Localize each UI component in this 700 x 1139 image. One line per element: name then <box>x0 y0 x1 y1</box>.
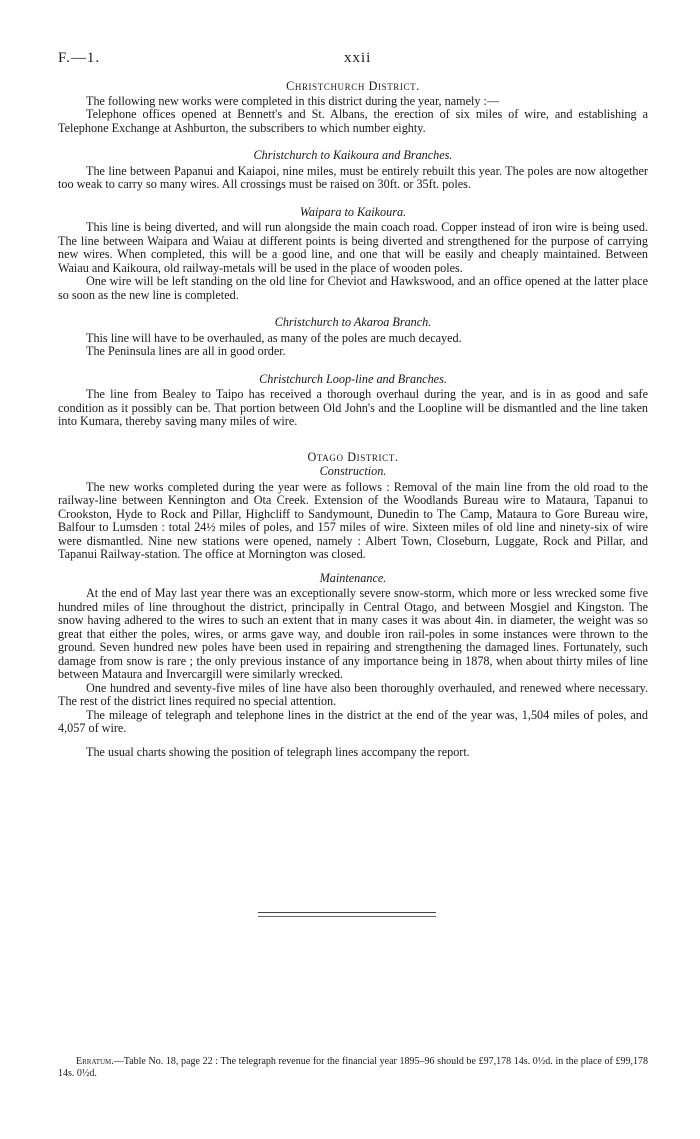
page-body <box>58 80 648 759</box>
christchurch-district-title: Christchurch District. <box>286 79 420 93</box>
section-divider <box>258 912 436 918</box>
paragraph-waipara-diversion: This line is being diverted, and will run alongside the main coach road. Copper instead of iron wire is being used. The line between Waipara and Waiau at different points is being diverted and strengthened for the purpose of carrying new wires. When completed, this will be a good line, and one that will be easily and cheaply maintained. Between Waiau and Kaikoura, old railway-metals will be used in the place of wooden poles. <box>58 220 648 275</box>
paragraph-bealey-taipo: The line from Bealey to Taipo has received a thorough overhaul during the year, and is in as good and safe condition as it possibly can be. That portion between Old John's and the Loopline will be dismantled and the line taken into Kumara, thereby saving many miles of wire. <box>58 387 648 428</box>
paragraph-peninsula-lines: The Peninsula lines are all in good order. <box>86 344 286 358</box>
otago-district-title: Otago District. <box>307 449 399 464</box>
paragraph-akaroa-overhaul: This line will have to be overhauled, as many of the poles are much decayed. <box>86 330 462 345</box>
section-heading-kaikoura-branches: Christchurch to Kaikoura and Branches. <box>253 148 453 162</box>
section-heading-waipara-kaikoura: Waipara to Kaikoura. <box>299 204 407 219</box>
section-heading-construction: Construction. <box>319 464 387 478</box>
erratum-label: Erratum. <box>76 1056 114 1067</box>
erratum-text: —Table No. 18, page 22 : The telegraph revenue for the financial year 1895–96 should be £97,178 14s. 0½d. in the place of £99,178 14s. 0½d. <box>58 1056 648 1079</box>
page-header <box>58 50 658 70</box>
paragraph-snow-storm: At the end of May last year there was an exceptionally severe snow-storm, which more or less wrecked some five hundred miles of line throughout the district, principally in Central Otago, and between Mosgiel and Kingston. The snow having adhered to the wires to such an extent that in many cases it was about 4in. in diameter, the weight was so great that either the poles, wires, or arms gave way, and double iron rail-poles in some instances were thrown to the ground. Seven hundred new poles have been used in repairing and strengthening the damaged lines. Fortunately, such damage from snow is rare ; the only previous instance of any importance being in 1878, when about thirty miles of line between Mataura and Invercargill were similarly wrecked. <box>58 586 648 681</box>
paragraph-otago-construction: The new works completed during the year were as follows : Removal of the main line from the old road to the railway-line between Kennington and Ota Creek. Extension of the Woodlands Bureau wire to Mataura, Tapanui to Crookston, Hyde to Rock and Pillar, Highcliff to Sandymount, Dunedin to The Camp, Mataura to Gore Bureau wire, Balfour to Lumsden : total 24½ miles of poles, and 157 miles of wire. Sixteen miles of old line and ninety-six of wire were dismantled. Nine new stations were opened, namely : Albert Town, Closeburn, Luggate, Rock and Pillar, and Tapanui Railway-station. The office at Mornington was closed. <box>58 479 648 561</box>
christchurch-intro: The following new works were completed in this district during the year, namely :— <box>86 93 500 108</box>
section-heading-maintenance: Maintenance. <box>319 570 387 585</box>
erratum-note <box>58 1056 648 1080</box>
document-id: F.—1. <box>58 50 101 66</box>
paragraph-mileage: The mileage of telegraph and telephone lines in the district at the end of the year was, 1,504 miles of poles, and 4,057 of wire. <box>58 707 648 735</box>
paragraph-cheviot-hawkswood: One wire will be left standing on the old line for Cheviot and Hawkswood, and an office opened at the latter place so soon as the new line is completed. <box>58 274 648 302</box>
paragraph-charts-note: The usual charts showing the position of telegraph lines accompany the report. <box>86 744 470 759</box>
paragraph-papanui-kaiapoi: The line between Papanui and Kaiapoi, nine miles, must be entirely rebuilt this year. The poles are now altogether too weak to carry so many wires. All crossings must be raised on 30ft. or 35ft. poles. <box>58 163 648 191</box>
section-heading-akaroa-branch: Christchurch to Akaroa Branch. <box>274 315 432 329</box>
page-number: xxii <box>344 50 372 66</box>
christchurch-works: Telephone offices opened at Bennett's and St. Albans, the erection of six miles of wire, and establishing a Telephone Exchange at Ashburton, the subscribers to which number eighty. <box>58 107 648 135</box>
section-heading-loop-line: Christchurch Loop-line and Branches. <box>259 371 447 386</box>
paragraph-overhauled-lines: One hundred and seventy-five miles of line have also been thoroughly overhauled, and renewed where necessary. The rest of the district lines required no special attention. <box>58 680 648 708</box>
